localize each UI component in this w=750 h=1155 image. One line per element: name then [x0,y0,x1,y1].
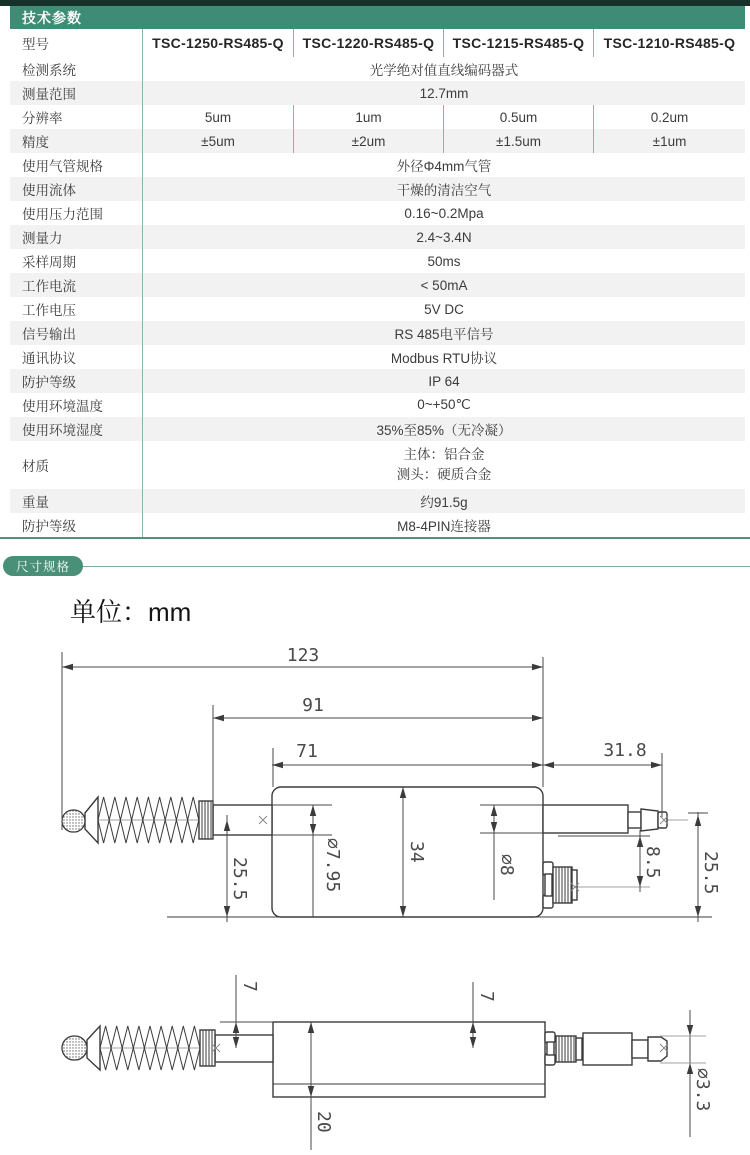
bellows-top [100,1026,200,1048]
spec-table [10,29,745,537]
shaft-neck [628,812,641,828]
spec-label: 分辨率 [10,105,143,129]
output-shaft [543,805,628,833]
spec-value: 干燥的清洁空气 [396,183,492,198]
table-row [10,369,745,393]
spec-value: 1um [293,105,443,129]
spec-value: ±1um [593,129,745,153]
connector-barrel [583,1033,632,1065]
section-header-dimensions [3,556,83,576]
table-row [10,129,745,153]
spec-label: 重量 [10,489,143,513]
spec-value: ±1.5um [443,129,593,153]
dim-body-length: 71 [296,741,318,762]
table-row [10,513,745,537]
bellows-bottom [98,820,199,843]
spec-label: 采样周期 [10,249,143,273]
dim-overall-length: 123 [286,645,320,666]
table-row [10,105,745,129]
connector-washer [543,862,553,875]
spec-label: 防护等级 [10,513,143,537]
spec-value: Modbus RTU协议 [390,351,498,366]
dim-connector-offset: 8.5 [642,846,663,879]
connector-mid [547,1042,554,1055]
table-row [10,321,745,345]
probe-shaft [215,1035,273,1062]
spec-value: 2.4~3.4N [416,229,472,245]
dim-shaft-diameter: ∅8 [496,854,517,876]
spec-label: 工作电压 [10,297,143,321]
spec-value: ±5um [201,133,235,149]
dim-shaft-offset: 7 [476,991,497,1002]
tip-taper [641,809,658,831]
spec-value: 5um [204,109,232,125]
table-row [10,417,745,441]
spec-value: 0.16~0.2Mpa [404,205,484,221]
spec-label: 工作电流 [10,273,143,297]
model-name: TSC-1210-RS485-Q [593,29,745,57]
spec-value: 35%至85%（无冷凝） [376,423,512,438]
spec-label: 使用环境湿度 [10,417,143,441]
dim-stroke-length: 91 [302,695,324,716]
connector-tip [648,1037,667,1061]
table-row [10,297,745,321]
dim-lines-horizontal [62,667,662,765]
sensor-body-top [273,1022,545,1097]
table-row [10,249,745,273]
dim-probe-height: 25.5 [229,857,250,901]
spec-label: 信号输出 [10,321,143,345]
table-row [10,489,745,513]
spec-label: 测量范围 [10,81,143,105]
spec-value: 0~+50℃ [417,397,471,412]
connector-cap [576,1038,582,1060]
thread-ridge [200,1030,215,1066]
spec-label: 精度 [10,129,143,153]
dim-tip-height: 25.5 [700,851,721,895]
table-row [10,153,745,177]
spec-value [143,441,745,489]
bellows-top [98,797,199,820]
table-row-model [10,29,745,57]
section-rule [40,566,750,567]
table-row [10,201,745,225]
spec-value: RS 485电平信号 [394,327,494,342]
material-line: 主体：铝合金 [403,447,485,462]
spec-value: 约91.5g [420,495,468,510]
spec-label: 使用流体 [10,177,143,201]
spec-label: 防护等级 [10,369,143,393]
table-row [10,57,745,81]
spec-label: 通讯协议 [10,345,143,369]
spec-label: 型号 [10,29,143,57]
probe-cone [87,1026,100,1070]
connector-mid [545,874,552,896]
table-row [10,393,745,417]
spec-value: M8-4PIN连接器 [397,519,491,534]
connector-neck [632,1040,648,1058]
table-bottom-rule [0,537,750,539]
bellows-bottom [100,1048,200,1070]
table-row [10,273,745,297]
spec-label: 使用气管规格 [10,153,143,177]
dim-tip-diameter: ∅3.3 [692,1068,713,1112]
unit-label: 单位：mm [70,597,192,627]
dim-body-height: 34 [406,841,427,863]
spec-label: 使用环境温度 [10,393,143,417]
section-header-technical [10,6,745,29]
spec-value: 12.7mm [419,85,469,101]
spec-value: ±2um [293,129,443,153]
spec-value: IP 64 [428,373,460,389]
table-row [10,225,745,249]
table-row [10,81,745,105]
probe-cone [85,797,98,843]
dim-body-width: 20 [313,1111,334,1133]
dim-probe-diameter: ∅7.95 [322,838,343,893]
dimension-drawing [0,630,750,1155]
probe-tip-ball [62,1036,87,1060]
table-row [10,441,745,489]
spec-value: 50ms [427,253,461,269]
spec-label: 使用压力范围 [10,201,143,225]
spec-value: < 50mA [420,277,468,293]
spec-label: 检测系统 [10,57,143,81]
spec-label: 测量力 [10,225,143,249]
material-line: 测头：硬质合金 [396,467,492,482]
connector-washer [543,895,553,908]
dim-connector-length: 31.8 [603,740,647,761]
dim-probe-offset: 7 [239,981,260,992]
table-row [10,345,745,369]
model-name: TSC-1215-RS485-Q [443,29,593,57]
spec-value: 0.5um [443,105,593,129]
badge-title: 尺寸规格 [16,560,71,574]
spec-value: 5V DC [424,301,464,317]
spec-value: 0.2um [593,105,745,129]
probe-tip-ball [62,810,85,832]
model-name: TSC-1250-RS485-Q [152,35,284,51]
spec-value: 外径Φ4mm气管 [396,159,492,174]
table-row [10,177,745,201]
model-name: TSC-1220-RS485-Q [293,29,443,57]
spec-value: 光学绝对值直线编码器式 [369,63,519,78]
section-title: 技术参数 [22,9,82,26]
spec-label: 材质 [10,441,143,489]
